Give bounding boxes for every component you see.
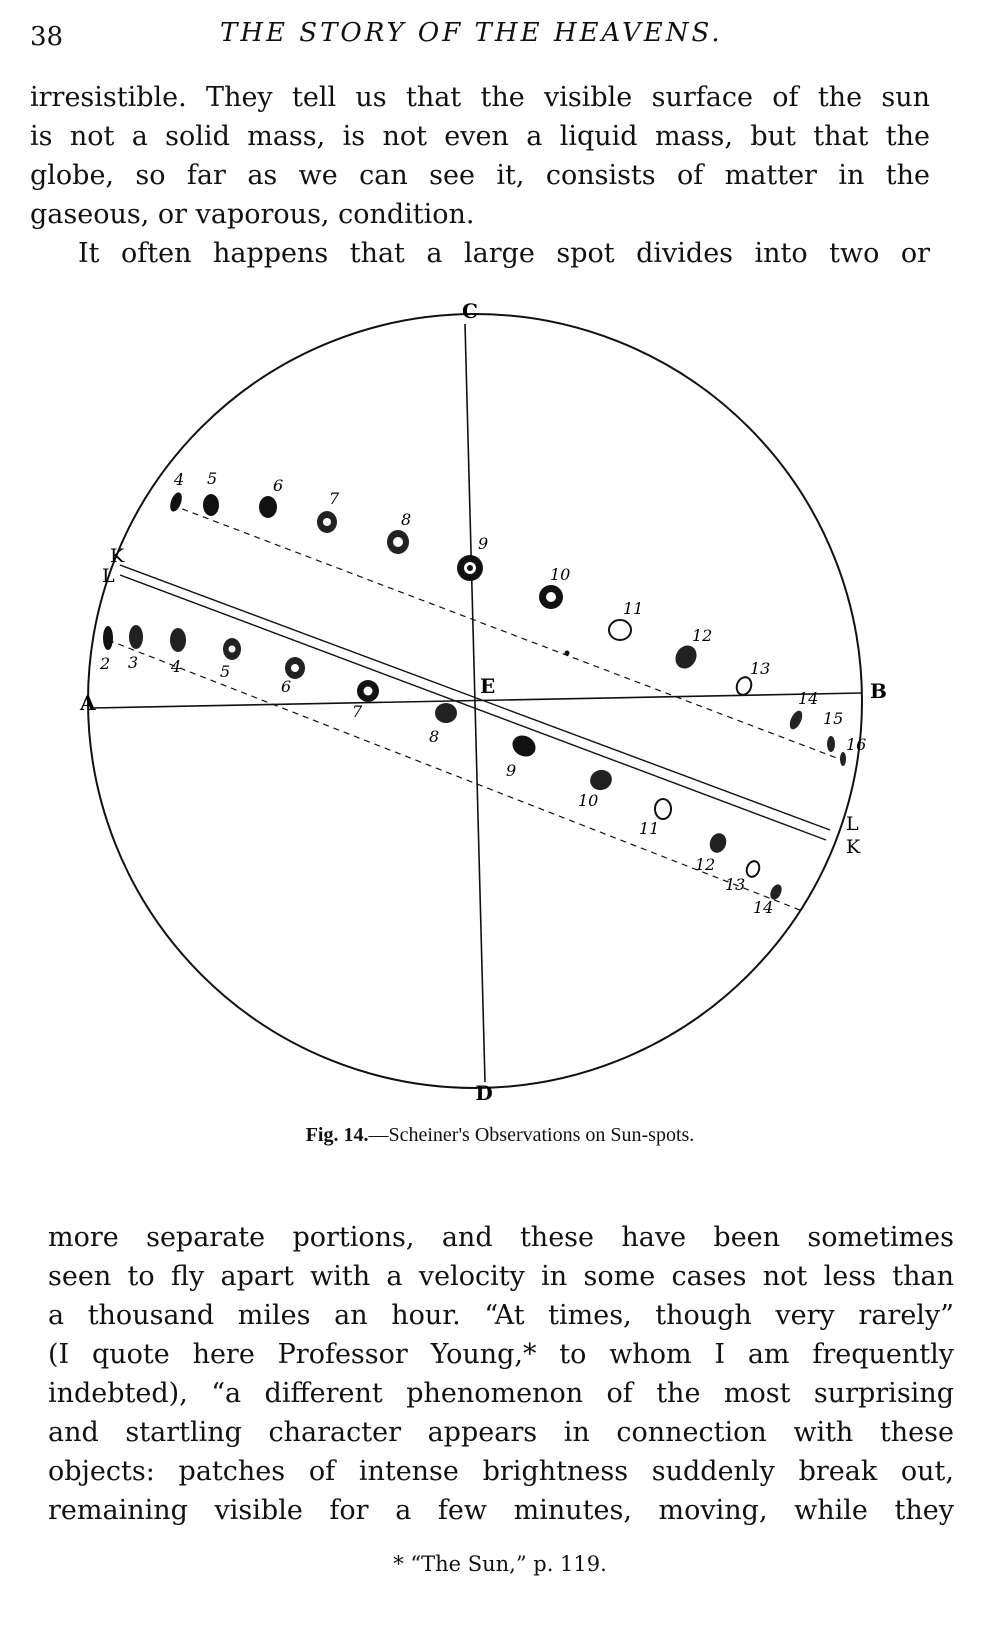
- figure-caption: [0, 1124, 1000, 1147]
- upper-label: 15: [823, 709, 844, 728]
- upper-track-labels: [173, 469, 866, 754]
- sunspot: [203, 494, 219, 516]
- sunspot-penumbra: [546, 592, 556, 602]
- sunspot: [655, 799, 671, 819]
- label-l-right: L: [846, 813, 859, 835]
- upper-label: 12: [692, 626, 713, 645]
- label-l-left: L: [102, 565, 115, 587]
- sunspot-penumbra: [229, 646, 236, 653]
- line-kk: [120, 565, 830, 830]
- sunspot: [509, 731, 540, 760]
- upper-label: 7: [329, 489, 340, 508]
- sunspot-umbra: [467, 565, 473, 571]
- sunspot-penumbra: [364, 687, 373, 696]
- upper-label: 10: [550, 565, 571, 584]
- axis-ab: [92, 693, 862, 708]
- upper-label: 11: [623, 599, 644, 618]
- paragraph-line: It often happens that a large spot divides into two or: [78, 238, 930, 269]
- sunspot: [587, 767, 615, 793]
- lower-label: 14: [753, 898, 774, 917]
- upper-spots: [168, 491, 846, 766]
- paragraph-line: and startling character appears in connection with these: [48, 1417, 954, 1448]
- axis-cd: [465, 324, 485, 1082]
- label-d: D: [475, 1081, 493, 1105]
- sunspot: [259, 496, 277, 518]
- lower-label: 4: [171, 657, 182, 676]
- sunspot-dot: [565, 651, 570, 656]
- paragraph-line: (I quote here Professor Young,* to whom I am frequently: [48, 1339, 954, 1370]
- sun-disk-diagram: [0, 300, 1000, 1150]
- paragraph-line: is not a solid mass, is not even a liquid mass, but that the: [30, 121, 930, 152]
- sunspot: [609, 620, 631, 640]
- running-title: THE STORY OF THE HEAVENS.: [220, 18, 723, 48]
- sunspot: [840, 752, 846, 766]
- lower-label: 11: [639, 819, 660, 838]
- upper-label: 6: [273, 476, 284, 495]
- label-b: B: [870, 679, 887, 703]
- upper-label: 5: [207, 469, 218, 488]
- paragraph-line: gaseous, or vaporous, condition.: [30, 199, 475, 230]
- lower-label: 7: [352, 702, 363, 721]
- paragraph-line: seen to fly apart with a velocity in some cases not less than: [48, 1261, 954, 1292]
- lower-label: 10: [578, 791, 599, 810]
- sunspot: [734, 675, 753, 697]
- paragraph-line: irresistible. They tell us that the visible surface of the sun: [30, 82, 930, 113]
- paragraph-line: indebted), “a different phenomenon of the most surprising: [48, 1378, 954, 1409]
- sunspot: [707, 831, 729, 855]
- paragraph-line: objects: patches of intense brightness suddenly break out,: [48, 1456, 954, 1487]
- upper-label: 16: [846, 735, 867, 754]
- upper-label: 4: [174, 470, 185, 489]
- sunspot-penumbra: [323, 518, 331, 526]
- footnote: * “The Sun,” p. 119.: [393, 1552, 607, 1576]
- label-a: A: [80, 691, 96, 715]
- bottom-paragraph: [48, 1218, 954, 1530]
- lower-label: 13: [725, 875, 746, 894]
- sunspot-penumbra: [291, 664, 299, 672]
- sunspot: [745, 859, 762, 878]
- sunspot: [170, 628, 186, 652]
- sunspot: [671, 642, 700, 673]
- label-c: C: [462, 300, 478, 323]
- lower-label: 6: [281, 677, 292, 696]
- sunspot: [103, 626, 113, 650]
- paragraph-line: a thousand miles an hour. “At times, though very rarely”: [48, 1300, 954, 1331]
- sunspot-figure: [0, 300, 1000, 1150]
- sunspot: [787, 709, 805, 731]
- label-e: E: [480, 674, 496, 698]
- sunspot: [827, 736, 835, 752]
- sunspot: [168, 491, 184, 513]
- lower-label: 12: [695, 855, 716, 874]
- lower-label: 5: [220, 662, 231, 681]
- sunspot: [129, 625, 143, 649]
- lower-label: 3: [128, 653, 139, 672]
- label-k-left: K: [110, 545, 125, 567]
- sunspot-penumbra: [393, 537, 403, 547]
- lower-label: 9: [506, 761, 517, 780]
- top-paragraph: [30, 78, 930, 273]
- page-number: 38: [30, 22, 64, 52]
- paragraph-line: remaining visible for a few minutes, moving, while they: [48, 1495, 954, 1526]
- upper-label: 8: [401, 510, 412, 529]
- label-k-right: K: [846, 836, 861, 858]
- caption-text: —Scheiner's Observations on Sun-spots.: [368, 1124, 695, 1146]
- paragraph-line: more separate portions, and these have been sometimes: [48, 1222, 954, 1253]
- paragraph-line: globe, so far as we can see it, consists of matter in the: [30, 160, 930, 191]
- caption-figure-number: Fig. 14.: [305, 1124, 369, 1146]
- lower-track-labels: [99, 653, 773, 917]
- upper-label: 13: [750, 659, 771, 678]
- lower-label: 2: [100, 654, 111, 673]
- upper-label: 14: [798, 689, 819, 708]
- upper-label: 9: [478, 534, 489, 553]
- lower-label: 8: [429, 727, 440, 746]
- sunspot: [435, 703, 457, 723]
